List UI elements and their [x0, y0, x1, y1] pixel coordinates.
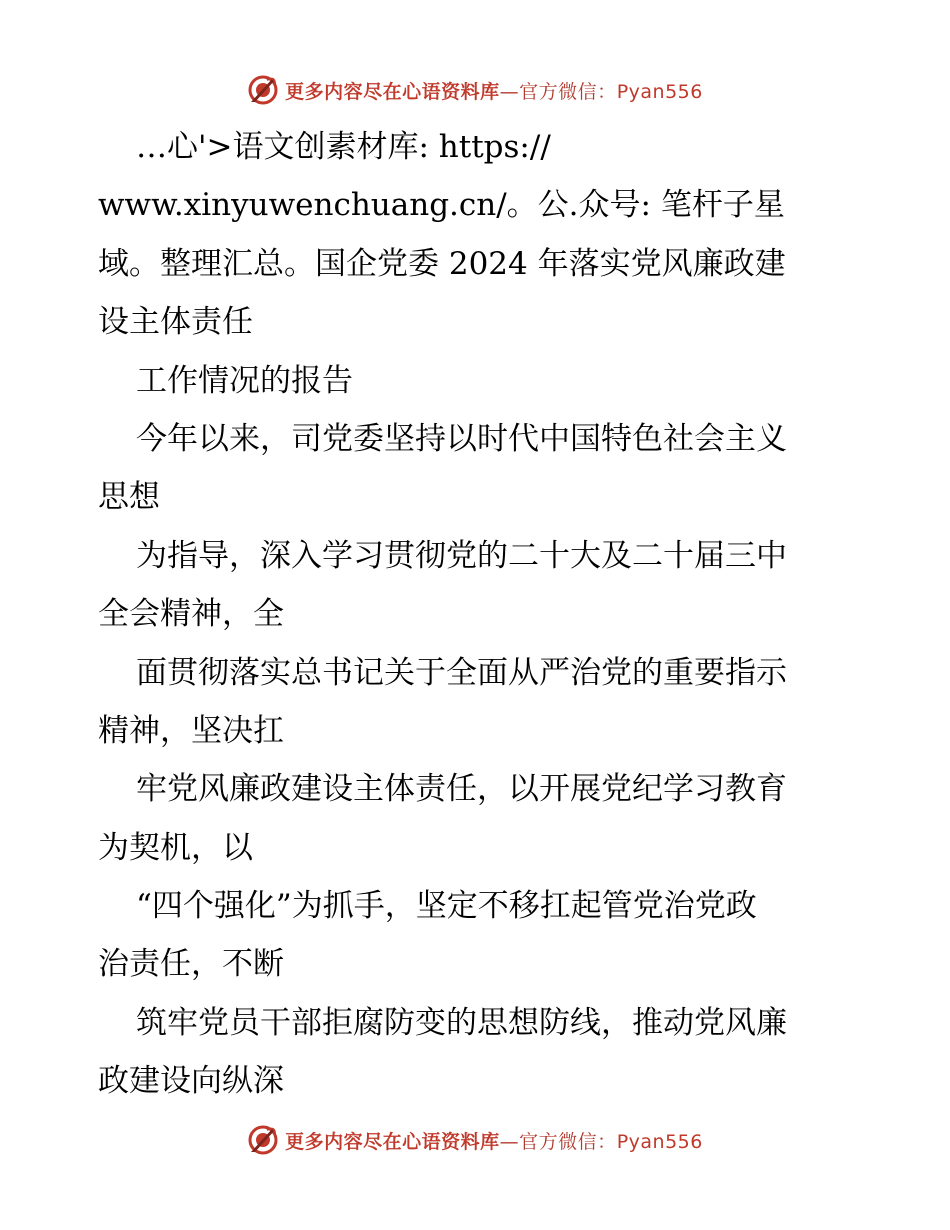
document-line: 全会精神，全 — [98, 596, 284, 633]
document-line: “四个强化”为抓手，坚定不移扛起管党治党政 — [136, 888, 757, 925]
document-line: 政建设向纵深 — [98, 1063, 284, 1100]
document-line: 精神，坚决扛 — [98, 712, 284, 749]
document-line: 设主体责任 — [98, 304, 253, 341]
header-banner-main: 更多内容尽在心语资料库 — [285, 80, 500, 103]
quill-pen-logo-icon — [247, 74, 279, 106]
document-line: 为指导，深入学习贯彻党的二十大及二十届三中 — [136, 537, 787, 574]
footer-banner-separator: —官方微信： — [499, 1130, 617, 1153]
footer-banner-text — [285, 1127, 703, 1154]
document-line: 牢党风廉政建设主体责任，以开展党纪学习教育 — [136, 771, 787, 808]
document-line: 面贯彻落实总书记关于全面从严治党的重要指示 — [136, 654, 787, 691]
footer-banner-content — [247, 1124, 703, 1156]
header-banner-wechat-id: Pyan556 — [616, 80, 703, 103]
document-line: 治责任，不断 — [98, 946, 284, 983]
document-line: 为契机，以 — [98, 829, 253, 866]
document-line: www.xinyuwenchuang.cn/。公.众号: 笔杆子星 — [98, 187, 785, 224]
document-line: 筑牢党员干部拒腐防变的思想防线，推动党风廉 — [136, 1004, 787, 1041]
document-line: 今年以来，司党委坚持以时代中国特色社会主义 — [136, 420, 787, 457]
header-banner-separator: —官方微信： — [499, 80, 617, 103]
header-banner-content — [247, 74, 703, 106]
footer-banner — [0, 1118, 950, 1162]
document-line: 思想 — [98, 479, 160, 516]
header-banner-text — [285, 77, 703, 104]
document-body — [98, 118, 858, 1111]
header-banner — [0, 68, 950, 112]
quill-pen-logo-icon — [247, 1124, 279, 1156]
document-line: …心'>语文创素材库: https:// — [136, 129, 551, 165]
document-line: 工作情况的报告 — [136, 362, 353, 399]
footer-banner-main: 更多内容尽在心语资料库 — [285, 1130, 500, 1153]
document-line: 域。整理汇总。国企党委 2024 年落实党风廉政建 — [98, 245, 786, 282]
footer-banner-wechat-id: Pyan556 — [616, 1130, 703, 1153]
